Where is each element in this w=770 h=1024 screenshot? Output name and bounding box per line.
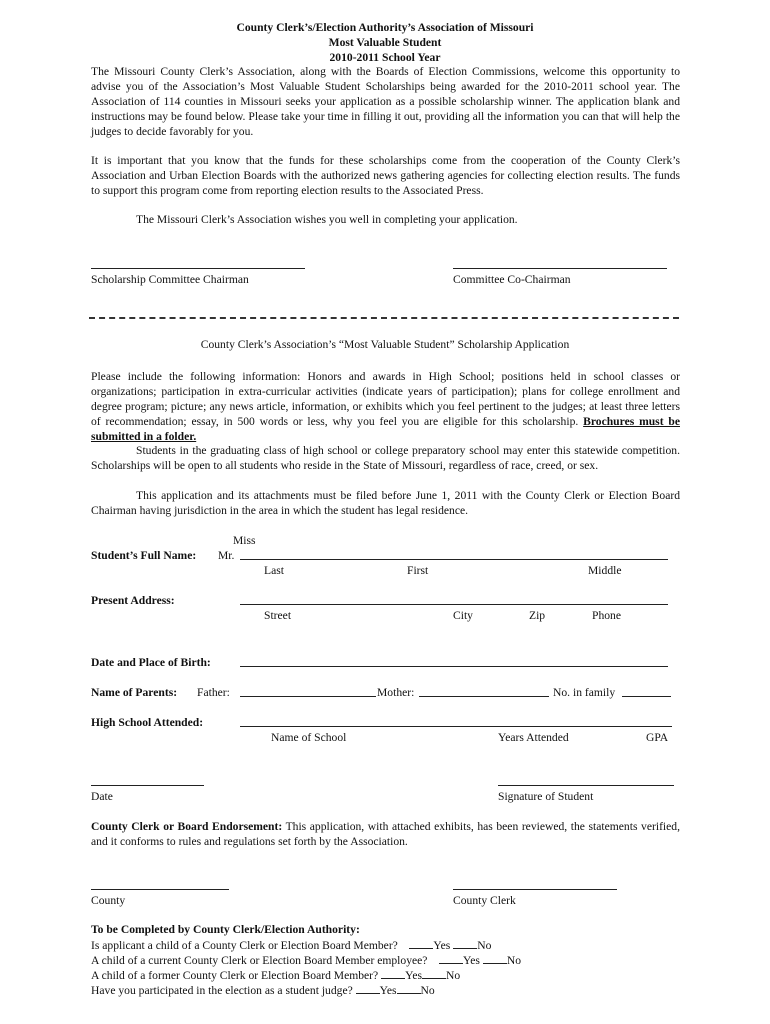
question-row-1 xyxy=(91,937,491,953)
question-3: A child of a former County Clerk or Election Board Member? xyxy=(91,969,379,982)
mother-label: Mother: xyxy=(377,686,415,699)
no-label: No xyxy=(477,939,492,952)
address-field[interactable] xyxy=(240,604,668,605)
q4-yes-blank[interactable] xyxy=(356,982,380,994)
co-chairman-label: Committee Co-Chairman xyxy=(453,273,571,286)
family-count-field[interactable] xyxy=(622,696,671,697)
name-first-caption: First xyxy=(407,564,429,577)
application-title: County Clerk’s Association’s “Most Valuable Student” Scholarship Application xyxy=(200,338,570,351)
yes-label: Yes xyxy=(433,939,451,952)
chairman-label: Scholarship Committee Chairman xyxy=(91,273,249,286)
address-zip-caption: Zip xyxy=(529,609,546,622)
instructions-text: Please include the following information: Honors and awards in High School; positions held in school classes or organizations; participation in extra-curricular activities (indicate years of participation); plans for college enrollment and degree program; picture; any news article, information, or exhibits which you feel pertinent to the judges; at least three letters of recommendation; essay, in 500 words or less, why you feel you are eligible for this scholarship. xyxy=(91,370,680,428)
school-years-caption: Years Attended xyxy=(498,731,569,744)
address-phone-caption: Phone xyxy=(592,609,621,622)
no-label: No xyxy=(445,969,461,982)
county-field[interactable] xyxy=(91,889,229,890)
question-row-2 xyxy=(91,952,521,968)
header-school-year: 2010-2011 School Year xyxy=(329,51,441,64)
student-signature-field[interactable] xyxy=(498,785,674,786)
address-city-caption: City xyxy=(453,609,473,622)
county-caption: County xyxy=(91,894,126,907)
mother-field[interactable] xyxy=(419,696,549,697)
no-label: No xyxy=(506,954,521,967)
no-label: No xyxy=(420,984,435,997)
address-label: Present Address: xyxy=(91,594,175,607)
deadline-paragraph: This application and its attachments must be filed before June 1, 2011 with the County Clerk or Election Board Chairman having jurisdiction in the area in which the student has legal residence. xyxy=(91,489,680,517)
school-name-caption: Name of School xyxy=(271,731,347,744)
birth-field[interactable] xyxy=(240,666,668,667)
question-row-4 xyxy=(91,982,435,998)
date-caption: Date xyxy=(91,790,113,803)
q1-no-blank[interactable] xyxy=(453,937,477,949)
chairman-signature-line[interactable] xyxy=(91,268,305,269)
student-name-label: Student’s Full Name: xyxy=(91,549,197,562)
q3-no-blank[interactable] xyxy=(422,967,446,979)
question-2: A child of a current County Clerk or Election Board Member employee? xyxy=(91,954,428,967)
question-1: Is applicant a child of a County Clerk or Election Board Member? xyxy=(91,939,398,952)
eligibility-paragraph: Students in the graduating class of high school or college preparatory school may enter this statewide competition. Scholarships will be open to all students who reside in the State of Missouri, regardless of race, creed, or sex. xyxy=(91,444,680,472)
county-clerk-caption: County Clerk xyxy=(453,894,516,907)
father-field[interactable] xyxy=(240,696,376,697)
student-signature-caption: Signature of Student xyxy=(498,790,594,803)
q4-no-blank[interactable] xyxy=(397,982,421,994)
high-school-field[interactable] xyxy=(240,726,672,727)
yes-label: Yes xyxy=(405,969,422,982)
address-street-caption: Street xyxy=(264,609,292,622)
high-school-label: High School Attended: xyxy=(91,716,204,729)
application-instructions xyxy=(91,369,680,444)
endorsement-text: This application, with attached exhibits, has been reviewed, the statements verified, and it conforms to rules and regulations set forth by the Association. xyxy=(91,820,680,848)
question-row-3 xyxy=(91,967,460,983)
date-field[interactable] xyxy=(91,785,204,786)
father-label: Father: xyxy=(197,686,230,699)
cut-line-divider xyxy=(89,317,679,319)
county-clerk-field[interactable] xyxy=(453,889,617,890)
student-name-field[interactable] xyxy=(240,559,668,560)
question-4: Have you participated in the election as a student judge? xyxy=(91,984,353,997)
q2-no-blank[interactable] xyxy=(483,952,507,964)
co-chairman-signature-line[interactable] xyxy=(453,268,667,269)
intro-paragraph-2: It is important that you know that the funds for these scholarships come from the cooperation of the County Clerk’s Association and Urban Election Boards with the authorized news gathering agencies for collecting election results. The funds to support this program come from reporting election results to the Associated Press. xyxy=(91,154,680,197)
parents-label: Name of Parents: xyxy=(91,686,178,699)
name-last-caption: Last xyxy=(264,564,284,577)
title-miss: Miss xyxy=(233,534,256,547)
header-subtitle: Most Valuable Student xyxy=(328,36,442,49)
intro-paragraph-1: The Missouri County Clerk’s Association, along with the Boards of Election Commissions, welcome this opportunity to advise you of the Association’s Most Valuable Student Scholarships being awarded for the 2010-2011 school year. The Association of 114 counties in Missouri seeks your application as a possible scholarship winner. The application blank and instructions may be found below. Please take your time in filling it out, providing all the information you can that will help the judges to decide favorably for you. xyxy=(91,65,680,138)
family-count-label: No. in family xyxy=(553,686,616,699)
school-gpa-caption: GPA xyxy=(646,731,669,744)
title-mr: Mr. xyxy=(218,549,235,562)
brochure-requirement: Brochures must be submitted in a folder. xyxy=(91,415,680,443)
authority-heading: To be Completed by County Clerk/Election Authority: xyxy=(91,923,360,936)
header-title: County Clerk’s/Election Authority’s Association of Missouri xyxy=(236,21,534,34)
intro-wishes: The Missouri Clerk’s Association wishes you well in completing your application. xyxy=(136,213,518,226)
endorsement-paragraph xyxy=(91,819,680,849)
birth-label: Date and Place of Birth: xyxy=(91,656,211,669)
name-middle-caption: Middle xyxy=(588,564,622,577)
endorsement-label: County Clerk or Board Endorsement: xyxy=(91,820,283,833)
yes-label: Yes xyxy=(379,984,397,997)
q1-yes-blank[interactable] xyxy=(409,937,433,949)
q2-yes-blank[interactable] xyxy=(439,952,463,964)
yes-label: Yes xyxy=(463,954,480,967)
q3-yes-blank[interactable] xyxy=(381,967,405,979)
